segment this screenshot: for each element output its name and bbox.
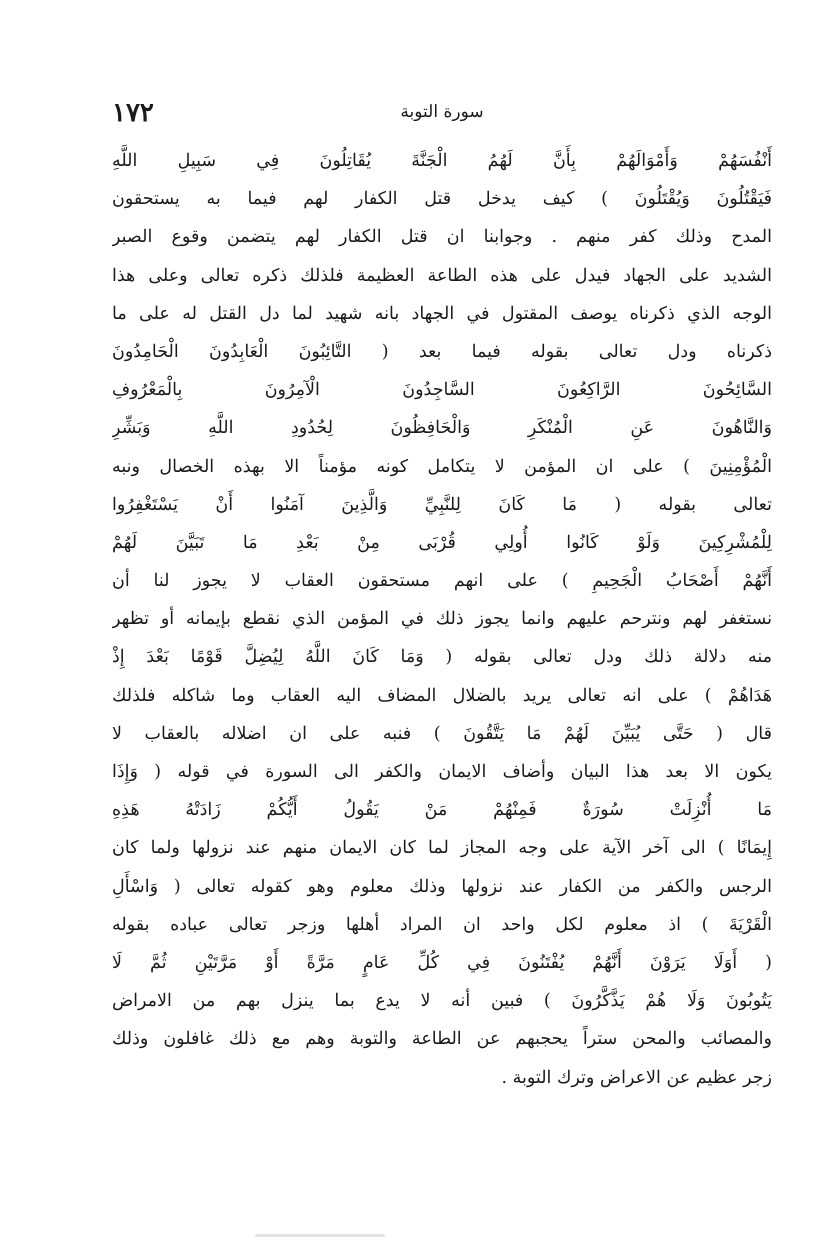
- text-line: يكون الا بعد هذا البيان وأضاف الايمان والكفر الى السورة في قوله ( وَإِذَا: [112, 762, 772, 782]
- text-line: نستغفر لهم ونترحم عليهم وانما يجوز ذلك في المؤمن الذي نقطع بإيمانه أو تظهر: [112, 609, 772, 630]
- text-line: ( أَوَلَا يَرَوْنَ أَنَّهُمْ يُفْتَنُونَ فِي كُلِّ عَامٍ مَرَّةً أَوْ مَرَّتَيْنِ ثُمَّ لَا: [112, 952, 772, 973]
- surah-title: سورة التوبة: [400, 102, 484, 122]
- text-line: منه دلالة ذلك ودل تعالى بقوله ( وَمَا كَانَ اللَّهُ لِيُضِلَّ قَوْمًا بَعْدَ إِذْ: [112, 647, 772, 668]
- text-line: لِلْمُشْرِكِينَ وَلَوْ كَانُوا أُولِي قُرْبَى مِنْ بَعْدِ مَا تَبَيَّنَ لَهُمْ: [112, 532, 772, 553]
- text-line: الْقَرْيَةَ ) اذ معلوم لكل واحد ان المراد أهلها وزجر تعالى عباده بقوله: [112, 914, 772, 935]
- text-line: أَنَّهُمْ أَصْحَابُ الْجَحِيمِ ) على انهم مستحقون العقاب لا يجوز لنا أن: [112, 571, 772, 592]
- text-line: وَالنَّاهُونَ عَنِ الْمُنْكَرِ وَالْحَافِظُونَ لِحُدُودِ اللَّهِ وَبَشِّرِ: [112, 418, 772, 439]
- text-line: ذكرناه ودل تعالى بقوله فيما بعد ( التَّائِبُونَ الْعَابِدُونَ الْحَامِدُونَ: [112, 341, 772, 362]
- page-number: ١٧٢: [112, 98, 154, 128]
- text-line: الشديد على الجهاد فيدل على هذه الطاعة العظيمة فلذلك ذكره تعالى وعلى هذا: [112, 265, 772, 286]
- body-text: [112, 142, 772, 1097]
- text-line: زجر عظيم عن الاعراض وترك التوبة .: [501, 1067, 772, 1088]
- text-line: والمصائب والمحن ستراً يحجبهم عن الطاعة والتوبة وهم مع ذلك غافلون وذلك: [112, 1029, 772, 1050]
- text-line: الوجه الذي ذكرناه يوصف المقتول في الجهاد بانه شهيد لما دل القتل له على ما: [112, 303, 772, 324]
- scan-smudge: [255, 1234, 385, 1237]
- text-line: الرجس والكفر من الكفار عند نزولها وذلك معلوم وهو كقوله تعالى ( وَاسْأَلِ: [112, 876, 772, 897]
- text-line: تعالى بقوله ( مَا كَانَ لِلنَّبِيِّ وَالَّذِينَ آمَنُوا أَنْ يَسْتَغْفِرُوا: [112, 494, 772, 515]
- text-line: الْمُؤْمِنِينَ ) على ان المؤمن لا يتكامل كونه مؤمناً الا بهذه الخصال ونبه: [112, 456, 772, 477]
- text-line: المدح وذلك كفر منهم . وجوابنا ان قتل الكفار لهم يتضمن وقوع الصبر: [112, 227, 772, 248]
- text-line: فَيَقْتُلُونَ وَيُقْتَلُونَ ) كيف يدخل قتل الكفار لهم فيما به يستحقون: [112, 189, 772, 210]
- text-line: يَتُوبُونَ وَلَا هُمْ يَذَّكَّرُونَ ) فبين أنه لا يدع بما ينزل بهم من الامراض: [112, 991, 772, 1012]
- text-line: السَّائِحُونَ الرَّاكِعُونَ السَّاجِدُونَ الْآمِرُونَ بِالْمَعْرُوفِ: [112, 380, 772, 401]
- text-line: أَنْفُسَهُمْ وَأَمْوَالَهُمْ بِأَنَّ لَهُمُ الْجَنَّةَ يُقَاتِلُونَ فِي سَبِيلِ اللَّهِ: [112, 151, 772, 171]
- text-line: قال ( حَتَّى يُبَيِّنَ لَهُمْ مَا يَتَّقُونَ ) فنبه على ان اضلاله بالعقاب لا: [112, 723, 772, 744]
- text-line: مَا أُنْزِلَتْ سُورَةٌ فَمِنْهُمْ مَنْ يَقُولُ أَيُّكُمْ زَادَتْهُ هَذِهِ: [112, 800, 772, 821]
- text-line: إِيمَانًا ) الى آخر الآية على وجه المجاز لما كان الايمان منهم عند نزولها ولما كان: [112, 838, 772, 859]
- page-header: [112, 98, 772, 138]
- text-line: هَدَاهُمْ ) على انه تعالى يريد بالضلال المضاف اليه العقاب وما شاكله فلذلك: [112, 685, 772, 706]
